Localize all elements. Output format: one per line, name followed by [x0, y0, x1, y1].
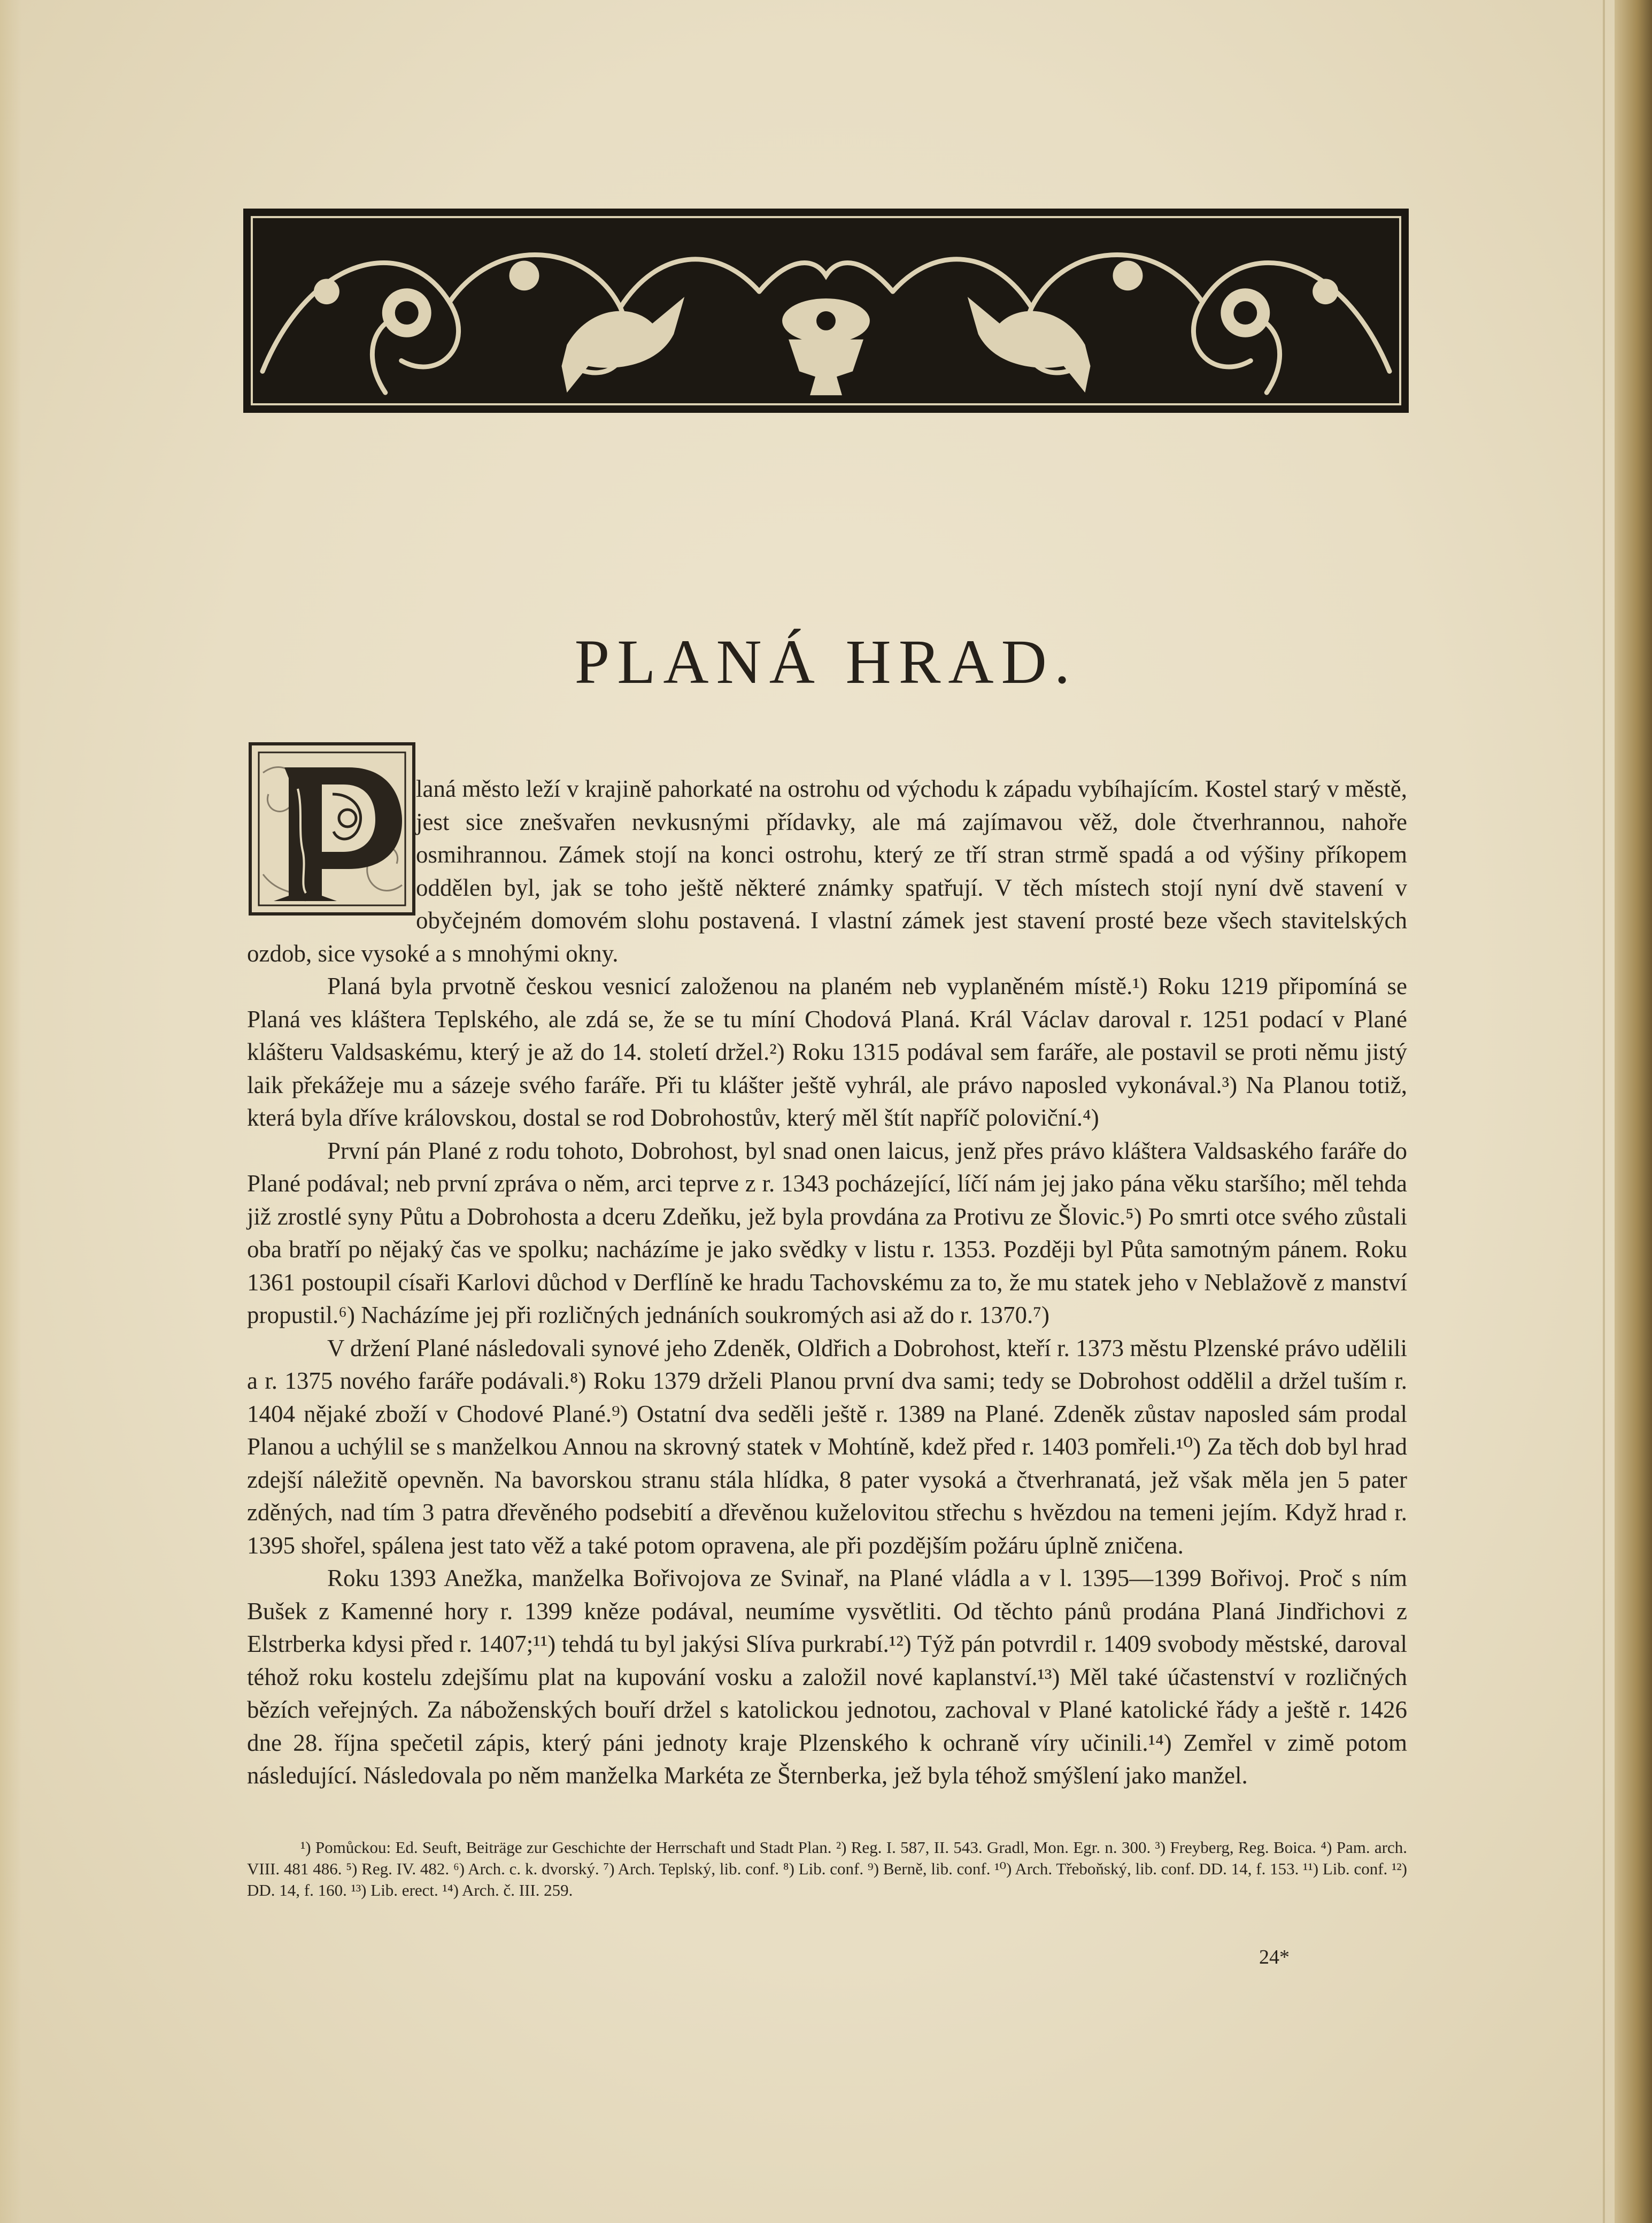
body-paragraph-5: Roku 1393 Anežka, manželka Bořivojova ze Svinař, na Plané vládla a v l. 1395—1399 Bořivoj. Proč s ním Bušek z Kamenné hory r. 1399 kněze podával, neumíme vysvětliti. Od těchto pánů prodána Planá Jindřichovi z Elstrberka kdysi před r. 1407;¹¹) tehdá tu byl jakýsi Slíva purkrabí.¹²) Týž pán potvrdil r. 1409 svobody městské, daroval téhož roku kostelu zdejšímu plat na kupování vosku a založil nové kaplanství.¹³) Měl také účastenství v rozličných bězích veřejných. Za náboženských bouří držel s katolickou jednotou, zachoval v Plané katolické řády a ještě r. 1426 dne 28. října spečetil zápis, který páni jednoty kraje Plzenského k ochraně víry učinili.¹⁴) Zemřel v zimě potom následující. Následovala po něm manželka Markéta ze Šternberka, jež byla téhož smýšlení jako manžel.	[247, 1565, 1407, 1789]
page-left-edge	[0, 0, 21, 2223]
page-fold-line	[1603, 0, 1605, 2223]
body-paragraph-2: Planá byla prvotně českou vesnicí založenou na planém neb vyplaněném místě.¹) Roku 1219 připomíná se Planá ves kláštera Teplského, ale zdá se, že se tu míní Chodová Planá. Král Václav daroval r. 1251 podací v Plané klášteru Valdsaskému, který je až do 14. století držel.²) Roku 1315 podával sem faráře, ale postavil se proti němu jistý laik překážeje mu a sázeje svého faráře. Při tu klášter ještě vyhrál, ale právo naposled vykonával.³) Na Planou totiž, která byla dříve královskou, dostal se rod Dobrohostův, který měl štít napříč poloviční.⁴)	[247, 973, 1407, 1131]
paragraph-text	[247, 775, 1407, 967]
page-title: PLANÁ HRAD.	[574, 627, 1078, 697]
page-number: 24*	[1259, 1946, 1290, 1968]
page-right-edge	[1615, 0, 1652, 2223]
ornamental-headpiece	[243, 209, 1409, 413]
headpiece-ornament-icon	[246, 212, 1406, 410]
body-paragraph-3: První pán Plané z rodu tohoto, Dobrohost, byl snad onen laicus, jenž přes právo kláštera Valdsaského faráře do Plané podával; neb první zpráva o něm, arci teprve z r. 1343 pocházející, líčí nám jej jako pána věku staršího; měl tehda již zrostlé syny Půtu a Dobrohosta a dceru Zdeňku, jež byla provdána za Protivu ze Šlovic.⁵) Po smrti otce svého zůstali oba bratří po nějaký čas ve spolku; nacházíme je jako svědky v listu r. 1353. Později byl Půta samotným pánem. Roku 1361 postoupil císaři Karlovi důchod v Derflíně ke hradu Tachovskému za to, že mu statek jeho v Neblažově z manství propustil.⁶) Nacházíme jej při rozličných jednáních soukromých asi až do r. 1370.⁷)	[247, 1137, 1407, 1328]
paragraph-text-rest: laná město leží v krajině pahorkaté na ostrohu od východu k západu vybíhajícím. Kostel starý v městě, jest sice znešvařen nevkusnými přídavky, ale má zajímavou věž, dole čtverhrannou, nahoře osmihrannou. Zámek stojí na konci ostrohu, který ze tří stran strmě spadá a od výšiny příkopem oddělen byl, jak se toho ještě některé známky spatřují. V těch místech stojí nyní dvě stavení v obyčejném domovém slohu postavená. I vlastní zámek jest stavení prosté beze všech stavitelských ozdob, sice vysoké a s mnohými okny.	[247, 775, 1407, 967]
article-body	[247, 773, 1407, 1793]
footnotes-text: ¹) Pomůckou: Ed. Seuft, Beiträge zur Geschichte der Herrschaft und Stadt Plan. ²) Reg. I. 587, II. 543. Gradl, Mon. Egr. n. 300. ³) Freyberg, Reg. Boica. ⁴) Pam. arch. VIII. 481 486. ⁵) Reg. IV. 482. ⁶) Arch. c. k. dvorský. ⁷) Arch. Teplský, lib. conf. ⁸) Lib. conf. ⁹) Berně, lib. conf. ¹⁰) Arch. Třeboňský, lib. conf. DD. 14, f. 153. ¹¹) Lib. conf. ¹²) DD. 14, f. 160. ¹³) Lib. erect. ¹⁴) Arch. č. III. 259.	[247, 1838, 1407, 1899]
initial-spacer	[247, 768, 416, 929]
body-paragraph-4: V držení Plané následovali synové jeho Zdeněk, Oldřich a Dobrohost, kteří r. 1373 městu Plzenské právo udělili a r. 1375 nového faráře podávali.⁸) Roku 1379 drželi Planou první dva sami; tedy se Dobrohost oddělil a držel tuším r. 1404 nějaké zboží v Chodové Plané.⁹) Ostatní dva seděli ještě r. 1389 na Plané. Zdeněk zůstav naposled sám prodal Planou a uchýlil se s manželkou Annou na skrovný statek v Mohtíně, kdež před r. 1403 pomřeli.¹⁰) Za těch dob byl hrad zdejší náležitě opevněn. Na bavorskou stranu stála hlídka, 8 pater vysoká a čtverhranatá, jež však měla jen 5 pater zděných, nad tím 3 patra dřevěného podsebití a dřevěnou kuželovitou střechu s hvězdou na temeni jejím. Když hrad r. 1395 shořel, spálena jest tato věž a také potom opravena, ale při pozdějším požáru úplně zničena.	[247, 1334, 1407, 1559]
body-paragraph-1	[247, 773, 1407, 970]
footnotes	[247, 1837, 1407, 1901]
